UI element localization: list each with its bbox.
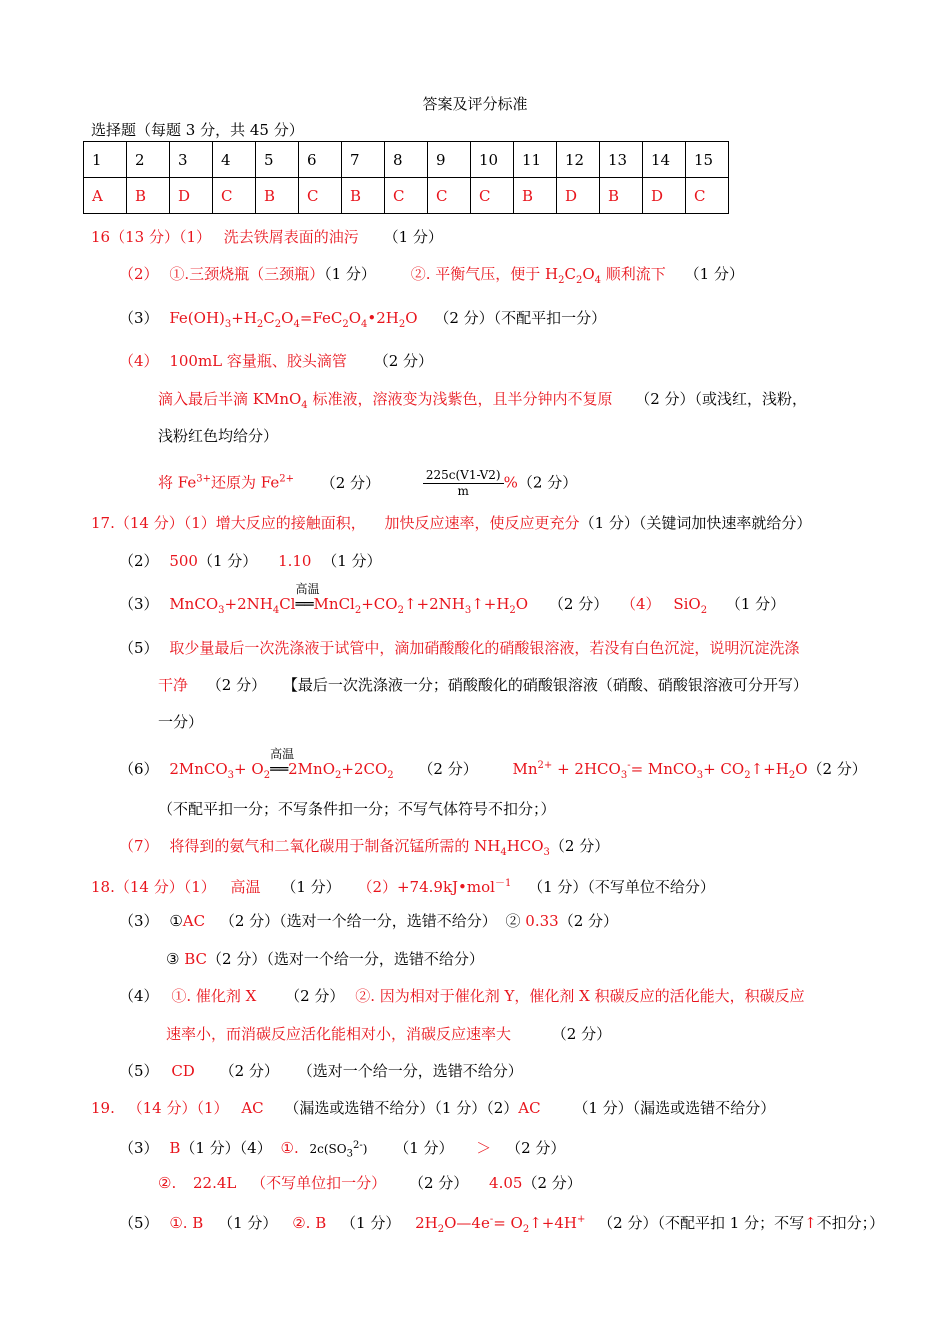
subscript: 2 [788,770,796,781]
part-label: （7） [119,837,159,855]
circle-number: ③ [166,950,180,968]
score: （2 分） [373,352,434,370]
subscript: 3 [543,847,550,858]
score: （2 分） [219,1062,279,1080]
superscript: 2+ [279,473,294,485]
score: （2 分） [807,760,867,778]
circle-number: ① [169,912,183,930]
answer-text: ①.三颈烧瓶（三颈瓶） [169,265,325,283]
table-cell: 2 [127,142,170,178]
subscript: 2 [522,1224,530,1235]
answer-text: 100mL 容量瓶、胶头滴管 [169,352,347,370]
part-label: （3） [119,309,159,327]
superscript: －1 [494,878,512,889]
q16-line-4 [119,351,433,371]
equals-sign: ══ [270,760,289,778]
score: （2 分） [506,1139,566,1157]
note: （2 分）（不配平扣 1 分；不写 [598,1214,805,1232]
answer-text: 将 Fe [158,473,197,492]
part-label: （5） [119,639,159,657]
table-cell: 9 [428,142,471,178]
eq-part: +2CO [341,760,388,778]
answer-text: 500 [169,552,198,570]
table-cell: C [471,178,514,214]
formula-part: 2c [309,1142,324,1156]
q18-line-2 [119,911,618,931]
subscript: 4 [361,319,368,330]
score: （2 分） [558,912,618,930]
subscript: 2 [354,605,362,616]
part-label: （5） [119,1214,159,1232]
eq-part: 2MnCO [169,760,228,778]
subscript: 4 [594,275,602,286]
q16-number: 16（13 分）（1） [91,228,211,246]
eq-part: O [515,595,529,613]
table-cell: 7 [342,142,385,178]
fraction-denominator: m [457,484,469,498]
score: （2 分） [549,837,610,855]
table-cell: 11 [514,142,557,178]
eq-part: = MnCO [630,760,697,778]
subscript: 3 [346,1148,353,1160]
table-cell: 10 [471,142,514,178]
table-cell: C [686,178,729,214]
eq-part: O [348,309,362,327]
score: （2 分） [285,987,345,1005]
q17-line-3 [119,582,786,621]
table-cell: D [643,178,686,214]
table-cell: B [342,178,385,214]
table-cell: 14 [643,142,686,178]
note: （1 分）（漏选或选错不给分） [573,1099,776,1117]
answer-text: 1.10 [278,552,312,570]
equation [169,309,418,330]
answer-row [84,178,729,214]
part-label: （2） [119,552,159,570]
eq-part: O—4e [444,1214,490,1232]
subscript: 4 [272,605,280,616]
score: （2 分）（选对一个给一分，选错不给分） [219,912,497,930]
page-title: 答案及评分标准 [422,95,528,113]
q18-line-6 [119,1061,523,1081]
superscript: - [627,760,631,771]
reaction-arrow [295,582,320,614]
superscript: 2- [352,1140,363,1151]
part-label: （6） [119,760,159,778]
reaction-condition: 高温 [295,582,320,596]
answer-text: HCO [506,837,544,855]
subscript: 2 [387,770,394,781]
answer-text: 滴入最后半滴 KMnO [158,390,302,408]
answer-text: 4.05 [489,1174,523,1192]
eq-part: C [263,309,275,327]
subscript: 2 [700,605,708,616]
q19-line-4 [119,1210,884,1240]
eq-part: •2H [367,309,399,327]
score: （1 分） [684,265,744,283]
score: （2 分） [551,1025,612,1043]
q19-number: 19. [91,1099,115,1117]
note: 不扣分；） [816,1214,885,1232]
note: 【最后一次洗涤液一分；硝酸酸化的硝酸银溶液（硝酸、硝酸银溶液可分开写） [282,676,808,694]
score: （1 分）（关键词加快速率就给分） [579,514,812,532]
score: （1 分） [383,228,443,246]
score: （2 分） [418,760,478,778]
score: （2 分）（或浅红，浅粉， [635,390,808,408]
q16-line-2 [119,264,744,291]
subscript: 2 [274,319,282,330]
q19-score-label: （14 分）（1） [127,1099,229,1117]
eq-part: O [795,760,808,778]
score: （2 分） [548,595,609,613]
part-label: （4） [119,352,159,370]
answer-text: 17.（14 分）（1）增大反应的接触面积， [91,514,366,532]
answer-text: O [582,265,595,283]
eq-part: Cl [279,595,296,613]
answer-text: CD [171,1062,195,1080]
subscript: 2 [744,770,751,781]
superscript: - [489,1214,494,1225]
table-cell: D [170,178,213,214]
part-label: （2） [119,265,159,283]
answer-text: 取少量最后一次洗涤液于试管中，滴加硝酸酸化的硝酸银溶液，若没有白色沉淀，说明沉淀洗涤 [169,639,800,657]
answer-text: 标准液，溶液变为浅紫色，且半分钟内不复原 [307,390,613,408]
q18-line-5 [166,1024,611,1044]
table-cell: 5 [256,142,299,178]
number-row [84,142,729,178]
q19-line-2 [119,1136,565,1164]
subscript: 2 [342,319,349,330]
subscript: 3 [218,605,225,616]
subscript: 2 [256,319,264,330]
note: （选对一个给一分，选错不给分） [297,1062,523,1080]
q17-line-1 [91,513,811,533]
subscript: 3 [620,770,628,781]
score: （2 分） [522,1174,582,1192]
answer-text: ①. 催化剂 X [171,987,257,1005]
score: （1 分）（4） [180,1139,272,1157]
q17-line-5 [158,675,808,695]
score: （1 分） [324,265,376,283]
eq-part: +2NH [224,595,273,613]
answer-text: ①. B [169,1214,204,1232]
choice-header: 选择题（每题 3 分，共 45 分） [91,121,304,139]
note: （漏选或选错不给分）（1 分）（2） [284,1099,519,1117]
percent-sign: % [503,473,518,492]
superscript: + [577,1214,586,1225]
answer-text: （2）+74.9kJ•mol [357,878,495,896]
q19-line-3 [158,1173,582,1193]
fraction [423,468,504,499]
answer-text: BC [184,950,208,968]
note: （不写单位扣一分） [251,1174,387,1192]
subscript: 4 [301,400,308,411]
answer-text: ②. B [292,1214,327,1232]
subscript: 4 [293,319,300,330]
eq-part: +CO [361,595,398,613]
table-cell: B [127,178,170,214]
table-cell: A [84,178,127,214]
q18-line-4 [119,986,805,1006]
answer-text: 还原为 Fe [210,473,280,492]
table-cell: 3 [170,142,213,178]
q16-line-5 [158,389,807,416]
eq-part: O [405,309,418,327]
eq-part: 2MnO [288,760,335,778]
table-cell: B [514,178,557,214]
part-label: （4） [119,987,159,1005]
q16-line-1 [91,227,443,247]
q18-line-3 [166,949,484,969]
score: （1 分） [218,1214,278,1232]
q17-line-7 [119,747,867,786]
answer-text: 干净 [158,676,189,694]
part-label: （3） [119,912,159,930]
answer-text: AC [518,1099,541,1117]
eq-part: = O [493,1214,523,1232]
formula-part: (SO [323,1142,347,1156]
eq-part: + CO [703,760,745,778]
superscript: 3+ [196,473,211,485]
score: （1 分） [197,552,258,570]
table-cell: B [256,178,299,214]
q16-line-6: 浅粉红色均给分） [158,427,279,445]
answer-text: ②. 因为相对于催化剂 Y，催化剂 X 积碳反应的活化能大，积碳反应 [355,987,805,1005]
answer-text: AC [241,1099,264,1117]
q17-line-6: 一分） [158,713,204,731]
subscript: 2 [575,275,583,286]
part-label: （3） [119,595,159,613]
formula-part: ) [362,1142,368,1156]
q17-line-4 [119,638,799,658]
eq-part: +H [231,309,257,327]
eq-part: ↑+H [750,760,789,778]
q18-line-1 [91,874,715,897]
score: （2 分） [320,473,381,492]
score: （1 分） [394,1139,454,1157]
subscript: 2 [263,770,271,781]
subscript: 2 [509,605,516,616]
answer-text: 顺利流下 [601,265,666,283]
table-cell: D [557,178,600,214]
answer-text: AC [182,912,206,930]
answer-text: ＞ [476,1139,492,1157]
eq-part: + 2HCO [552,760,621,778]
eq-part: 2H [415,1214,438,1232]
eq-part: ↑+4H [529,1214,577,1232]
equation [169,582,529,616]
table-cell: 4 [213,142,256,178]
equation [169,747,394,781]
subscript: 3 [464,605,472,616]
table-cell: 8 [385,142,428,178]
score: （2 分） [408,1174,469,1192]
answer-text: 洗去铁屑表面的油污 [223,228,359,246]
equation [512,760,808,781]
eq-part: + O [234,760,264,778]
equation [415,1214,586,1235]
answer-table [83,141,729,214]
circle-label: ②. [158,1174,177,1192]
answer-text: ②. 平衡气压，便于 H [410,265,559,283]
eq-part: =FeC [299,309,343,327]
q18-number: 18.（14 分）（1） [91,878,216,896]
eq-part: SiO [673,595,701,613]
subscript: 2 [437,1224,445,1235]
circle-number: ② [505,912,521,930]
table-cell: 1 [84,142,127,178]
equals-sign: ══ [295,595,314,613]
eq-part: MnCl [313,595,355,613]
superscript: 2+ [537,760,553,771]
fraction-numerator: 225c(V1-V2) [423,468,504,484]
subscript: 2 [335,770,342,781]
subscript: 2 [397,605,404,616]
arrow-symbol: ↑ [804,1214,817,1232]
answer-text: C [564,265,576,283]
subscript: 3 [696,770,704,781]
circle-label: ①. [280,1139,299,1157]
q16-line-3 [119,308,606,335]
score: （1 分） [725,595,786,613]
q19-line-1 [91,1098,775,1118]
subscript: 4 [500,847,507,858]
eq-part: ↑+2NH [403,595,465,613]
score: （1 分） [281,878,341,896]
answer-text: 22.4L [193,1174,237,1192]
table-cell: 6 [299,142,342,178]
formula [309,1140,368,1160]
table-cell: B [600,178,643,214]
answer-text [673,595,708,616]
part-label: （3） [119,1139,159,1157]
score: （1 分） [341,1214,401,1232]
score: （2 分）（不配平扣一分） [434,309,607,327]
table-cell: C [385,178,428,214]
table-cell: C [213,178,256,214]
reaction-arrow [270,747,295,779]
answer-text: 速率小，而消碳反应活化能相对小，消碳反应速率大 [166,1025,512,1043]
eq-part: Mn [512,760,538,778]
answer-text: 将得到的氨气和二氧化碳用于制备沉锰所需的 NH [169,837,501,855]
reaction-condition: 高温 [270,747,295,761]
subscript: 3 [224,319,232,330]
answer-text: 高温 [230,878,261,896]
subscript: 2 [398,319,406,330]
score: （2 分）（选对一个给一分，选错不给分） [207,950,484,968]
q16-line-7 [158,468,577,499]
answer-text: 加快反应速率，使反应更充分 [384,514,580,532]
answer-text: 0.33 [525,912,559,930]
part-label: （5） [119,1062,159,1080]
q17-line-2 [119,551,382,571]
q17-line-8: （不配平扣一分；不写条件扣一分；不写气体符号不扣分；） [158,800,556,818]
part-label: （4） [620,595,661,613]
score: （2 分） [206,676,267,694]
table-cell: 13 [600,142,643,178]
subscript: 3 [227,770,235,781]
table-cell: 12 [557,142,600,178]
eq-part: MnCO [169,595,219,613]
score: （1 分）（不写单位不给分） [528,878,715,896]
q17-line-9 [119,836,609,863]
subscript: 2 [558,275,565,286]
eq-part: Fe(OH) [169,309,225,327]
answer-text: B [169,1139,181,1157]
eq-part: ↑+H [471,595,510,613]
table-cell: C [299,178,342,214]
table-cell: C [428,178,471,214]
score: （2 分） [517,473,578,492]
table-cell: 15 [686,142,729,178]
score: （1 分） [322,552,382,570]
eq-part: O [281,309,294,327]
